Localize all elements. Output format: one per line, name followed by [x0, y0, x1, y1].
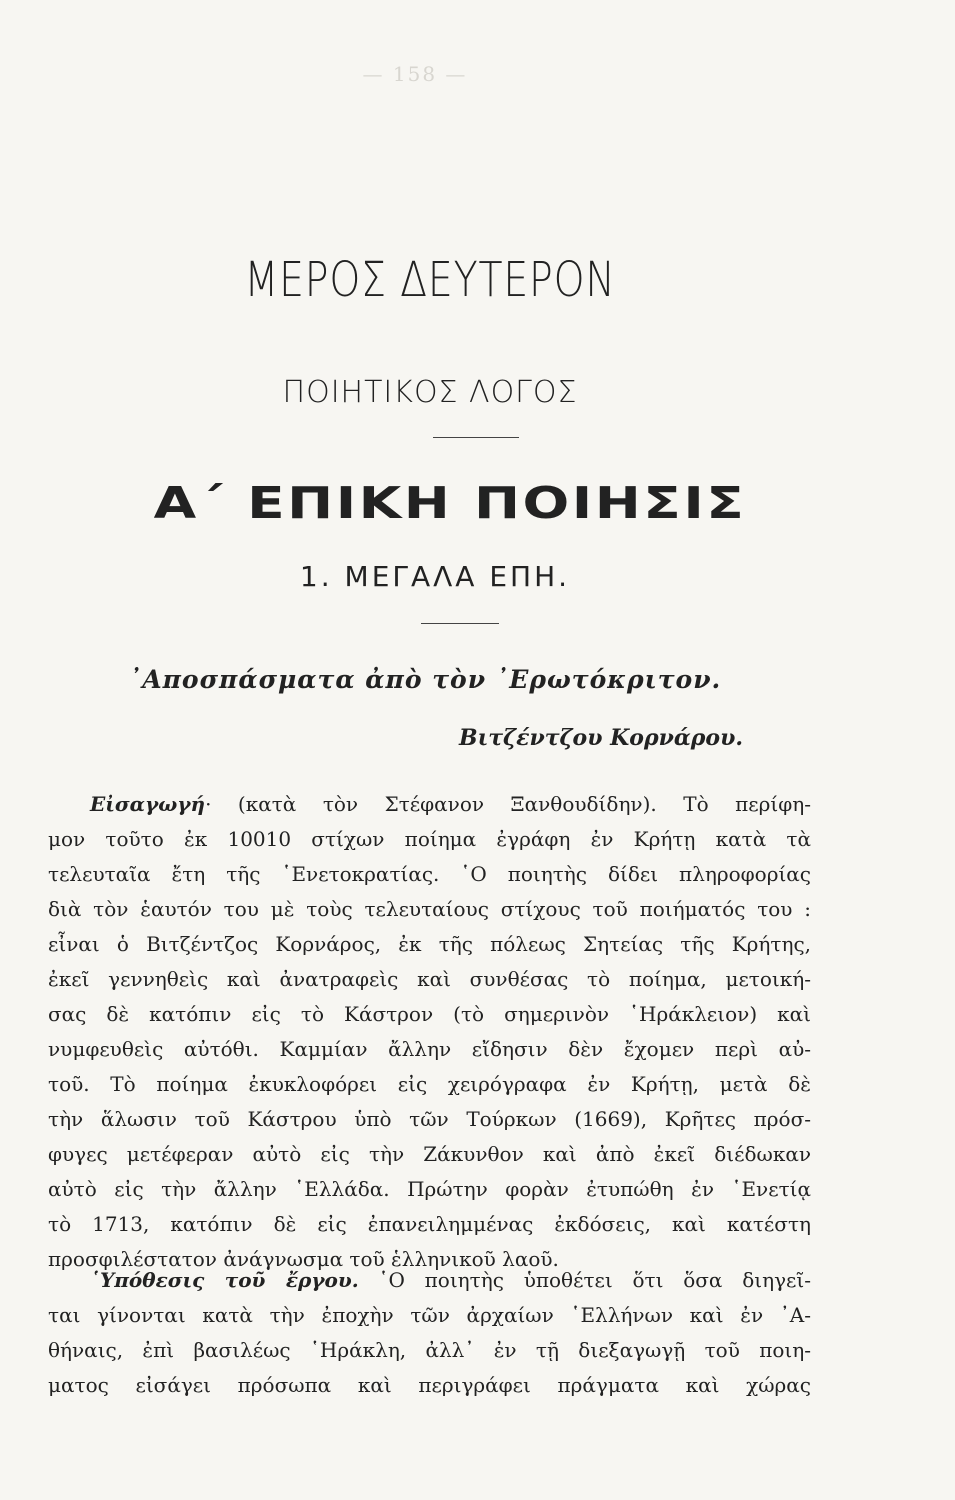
author-name: Βιτζέντζου Κορνάρου.: [459, 725, 743, 751]
chapter-heading: Α΄ ΕΠΙΚΗ ΠΟΙΗΣΙΣ: [153, 478, 747, 529]
text-line: σας δὲ κατόπιν εἰς τὸ Κάστρον (τὸ σημερινὸν ῾Ηράκλειον) καὶ: [48, 1002, 811, 1026]
work-title: ᾿Αποσπάσματα ἀπὸ τὸν ᾿Ερωτόκριτον.: [128, 665, 722, 694]
text-line: εἶναι ὁ Βιτζέντζος Κορνάρος, ἐκ τῆς πόλεως Σητείας τῆς Κρήτης,: [48, 932, 811, 956]
part-heading: ΜΕΡΟΣ ΔΕΥΤΕΡΟΝ: [244, 252, 616, 308]
section-heading: ΠΟΙΗΤΙΚΟΣ ΛΟΓΟΣ: [282, 375, 578, 410]
subchapter-heading: 1. ΜΕΓΑΛΑ ΕΠΗ.: [299, 560, 571, 593]
subject-paragraph: [48, 1263, 811, 1403]
divider-rule: [421, 623, 499, 624]
divider-rule: [433, 437, 519, 438]
text-line: τὴν ἅλωσιν τοῦ Κάστρου ὑπὸ τῶν Τούρκων (1669), Κρῆτες πρόσ-: [48, 1107, 811, 1131]
paragraph-lead: ῾Υπόθεσις τοῦ ἔργου.: [90, 1268, 359, 1292]
text-line: νυμφευθεὶς αὐτόθι. Καμμίαν ἄλλην εἴδησιν δὲν ἔχομεν περὶ αὐ-: [48, 1037, 811, 1061]
text-line: ματος εἰσάγει πρόσωπα καὶ περιγράφει πράγματα καὶ χώρας: [48, 1373, 811, 1397]
paragraph-lead: Εἰσαγωγή: [90, 792, 206, 816]
text-line: ἐκεῖ γεννηθεὶς καὶ ἀνατραφεὶς καὶ συνθέσας τὸ ποίημα, μετοική-: [48, 967, 811, 991]
text-line: μον τοῦτο ἐκ 10010 στίχων ποίημα ἐγράφη ἐν Κρήτῃ κατὰ τὰ: [48, 827, 811, 851]
text-line: τελευταῖα ἔτη τῆς ῾Ενετοκρατίας. ῾Ο ποιητὴς δίδει πληροφορίας: [48, 862, 811, 886]
text-line: διὰ τὸν ἑαυτόν του μὲ τοὺς τελευταίους στίχους τοῦ ποιήματός του :: [48, 897, 811, 921]
text-line: τὸ 1713, κατόπιν δὲ εἰς ἐπανειλημμένας ἐκδόσεις, καὶ κατέστη: [48, 1212, 811, 1236]
text-line: αὐτὸ εἰς τὴν ἄλλην ῾Ελλάδα. Πρώτην φορὰν ἐτυπώθη ἐν ῾Ενετίᾳ: [48, 1177, 811, 1201]
page-number: — 158 —: [362, 62, 468, 86]
text-line: προσφιλέστατον ἀνάγνωσμα τοῦ ἑλληνικοῦ λαοῦ.: [48, 1247, 559, 1271]
text-line: τοῦ. Τὸ ποίημα ἐκυκλοφόρει εἰς χειρόγραφα ἐν Κρήτῃ, μετὰ δὲ: [48, 1072, 811, 1096]
text-line: Εἰσαγωγή· (κατὰ τὸν Στέφανον Ξανθουδίδην). Τὸ περίφη-: [90, 792, 811, 816]
text-line: φυγες μετέφεραν αὐτὸ εἰς τὴν Ζάκυνθον καὶ ἀπὸ ἐκεῖ διέδωκαν: [48, 1142, 811, 1166]
text-line: θήναις, ἐπὶ βασιλέως ῾Ηράκλη, ἀλλ᾿ ἐν τῇ διεξαγωγῇ τοῦ ποιη-: [48, 1338, 811, 1362]
text-line: ται γίνονται κατὰ τὴν ἐποχὴν τῶν ἀρχαίων ῾Ελλήνων καὶ ἐν ᾿Α-: [48, 1303, 811, 1327]
intro-paragraph: [48, 787, 811, 1277]
text-line: ῾Υπόθεσις τοῦ ἔργου. ῾Ο ποιητὴς ὑποθέτει ὅτι ὅσα διηγεῖ-: [90, 1268, 811, 1292]
